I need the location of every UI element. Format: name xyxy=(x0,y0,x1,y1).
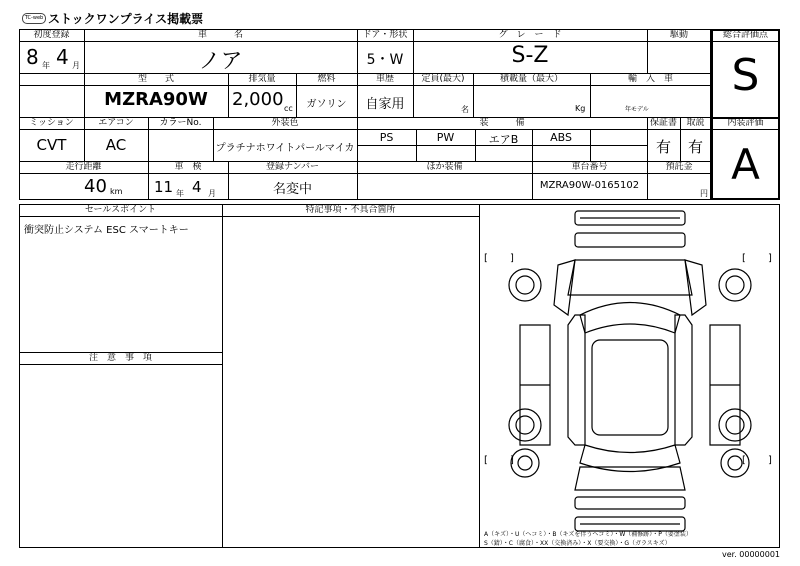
drive-label: 駆動 xyxy=(669,30,688,40)
sales-point-text: 衝突防止システム ESC スマートキー xyxy=(24,225,189,236)
legend-line-1: A（キズ）・U（ヘコミ）・B（キズを伴うヘコミ）・W（補修跡）・P（要塗装） xyxy=(484,531,692,538)
import-unit: 年モデル xyxy=(625,106,649,113)
mileage-label: 走行距離 xyxy=(65,162,102,172)
bracket-br-close: ] xyxy=(768,455,772,466)
rear-right-wheel xyxy=(719,409,751,441)
hood xyxy=(568,260,692,295)
insp-month-unit: 月 xyxy=(208,189,216,198)
inspection-label: 車 検 xyxy=(174,162,202,172)
history-value: 自家用 xyxy=(365,97,405,112)
fuel-value: ガソリン xyxy=(306,99,347,110)
mission-label: ミッション xyxy=(29,118,74,128)
exterior-value: プラチナホワイトパールマイカ xyxy=(215,143,355,154)
warranty-label: 保証書 xyxy=(649,118,677,128)
bracket-bl-open: [ xyxy=(484,455,488,466)
interior-grade: A xyxy=(731,140,760,189)
model-label: 型 式 xyxy=(137,74,174,84)
insp-year: 11 xyxy=(154,178,174,196)
capacity-label: 定員(最大) xyxy=(421,74,465,84)
front-right-wheel xyxy=(719,269,751,301)
aircon-label: エアコン xyxy=(98,118,134,128)
displacement-label: 排気量 xyxy=(248,74,276,84)
first-reg-label: 初度登録 xyxy=(33,30,70,40)
car-name: ノア xyxy=(198,49,243,74)
manual-value: 有 xyxy=(687,138,703,156)
rear-left-wheel xyxy=(509,409,541,441)
sales-point-label: セールスポイント xyxy=(84,205,157,215)
plate-value: 名変中 xyxy=(272,182,312,197)
load-unit: Kg xyxy=(575,104,586,113)
import-label: 輸 入 車 xyxy=(627,74,673,84)
equipment-label: 装 備 xyxy=(479,118,525,128)
equip-ps: PS xyxy=(379,131,394,144)
deposit-label: 預託金 xyxy=(665,162,693,172)
bracket-tr-close: ] xyxy=(768,253,772,264)
reg-year-unit: 年 xyxy=(42,61,50,70)
front-bumper-bottom xyxy=(575,233,685,247)
chassis-value: MZRA90W-0165102 xyxy=(539,180,640,191)
car-damage-diagram xyxy=(480,205,779,547)
equip-abs: ABS xyxy=(550,131,572,144)
grade-value: S-Z xyxy=(511,43,549,68)
displacement-value: 2,000 xyxy=(232,89,284,110)
roof xyxy=(592,340,668,435)
legend-line-2: S（錆）・C（腐食）・XX（交換済み）・X（要交換）・G（ガラスキズ） xyxy=(484,540,671,547)
history-label: 車歴 xyxy=(375,74,394,84)
rear-bumper-top xyxy=(575,497,685,509)
deposit-unit: 円 xyxy=(700,189,708,198)
right-side-panel xyxy=(675,315,692,445)
overall-grade-label: 総合評価点 xyxy=(722,30,768,40)
aircon-value: AC xyxy=(105,136,127,154)
right-fender xyxy=(685,260,706,315)
insp-month: 4 xyxy=(192,178,202,196)
manual-label: 取説 xyxy=(686,118,705,128)
car-name-label: 車 名 xyxy=(197,30,243,40)
version-label: ver. 00000001 xyxy=(721,550,780,559)
doors-value: 5・W xyxy=(366,52,404,68)
bracket-tl-close: ] xyxy=(510,253,514,264)
grade-label: グ レ ー ド xyxy=(498,30,562,40)
mission-value: CVT xyxy=(36,136,67,154)
reg-year: 8 xyxy=(26,45,39,69)
mileage-value: 40 xyxy=(84,176,107,197)
capacity-unit: 名 xyxy=(461,105,469,114)
other-equipment-label: ほか装備 xyxy=(426,162,463,172)
displacement-unit: cc xyxy=(284,104,293,113)
insp-year-unit: 年 xyxy=(176,189,184,198)
bottom-left-wheel xyxy=(511,449,539,477)
notes-label: 特記事項・不具合箇所 xyxy=(305,205,396,215)
model-value: MZRA90W xyxy=(104,89,208,110)
bracket-tr-open: [ xyxy=(742,253,746,264)
load-label: 積載量（最大） xyxy=(499,74,563,84)
chassis-label: 車台番号 xyxy=(571,162,608,172)
bracket-tl-open: [ xyxy=(484,253,488,264)
doors-label: ドア・形状 xyxy=(362,30,408,40)
front-left-wheel xyxy=(509,269,541,301)
interior-grade-label: 内装評価 xyxy=(727,118,764,128)
exterior-label: 外装色 xyxy=(271,118,299,128)
left-fender xyxy=(554,260,575,315)
equip-airbag: エアB xyxy=(488,133,519,146)
reg-month: 4 xyxy=(56,45,69,69)
warranty-value: 有 xyxy=(655,138,671,156)
overall-grade: S xyxy=(731,50,760,101)
bracket-bl-close: ] xyxy=(510,455,514,466)
fuel-label: 燃料 xyxy=(317,74,336,84)
caution-label: 注 意 事 項 xyxy=(88,353,152,363)
logo: TC-web xyxy=(22,13,46,24)
mileage-unit: km xyxy=(110,187,123,196)
plate-label: 登録ナンバー xyxy=(266,162,319,172)
equip-pw: PW xyxy=(436,131,455,144)
left-side-panel xyxy=(568,315,585,445)
windshield xyxy=(580,303,680,334)
color-no-label: カラーNo. xyxy=(159,118,202,128)
reg-month-unit: 月 xyxy=(72,61,80,70)
tailgate xyxy=(575,467,685,490)
page-title: ストックワンプライス掲載票 xyxy=(48,12,204,26)
bracket-br-open: [ xyxy=(742,455,746,466)
